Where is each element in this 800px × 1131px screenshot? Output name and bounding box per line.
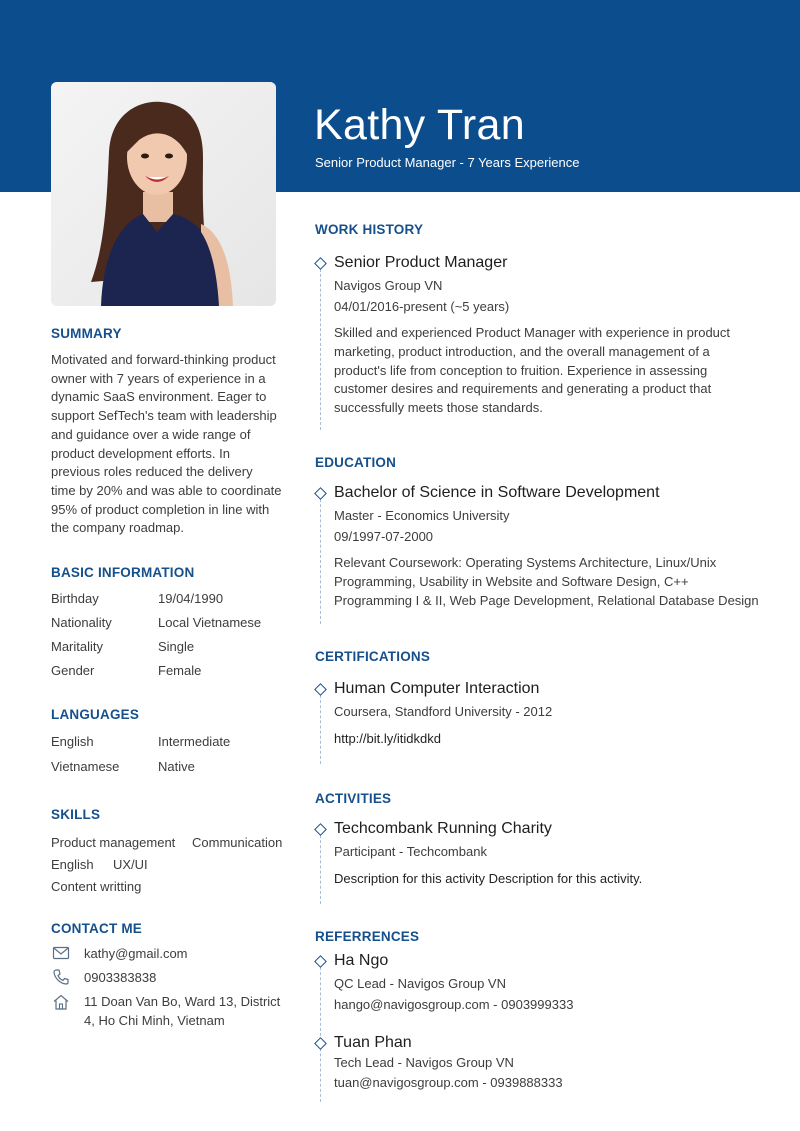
maritality-label: Maritality [51, 639, 104, 654]
cert-link[interactable]: http://bit.ly/itidkdkd [334, 731, 441, 746]
work-timeline-line [320, 264, 321, 430]
cert-timeline-line [320, 690, 321, 764]
activity-role: Participant - Techcombank [334, 844, 487, 859]
reference-position: Tech Lead - Navigos Group VN [334, 1055, 514, 1070]
contact-phone[interactable]: 0903383838 [84, 970, 157, 985]
references-timeline-line [320, 962, 321, 1102]
language-vietnamese-label: Vietnamese [51, 759, 120, 774]
nationality-label: Nationality [51, 615, 112, 630]
skill-item: Product management [51, 835, 176, 850]
mail-icon [52, 944, 70, 962]
timeline-marker [314, 487, 327, 500]
timeline-marker [314, 257, 327, 270]
education-title: EDUCATION [315, 455, 397, 470]
contact-title: CONTACT ME [51, 921, 142, 936]
basic-info-title: BASIC INFORMATION [51, 565, 195, 580]
gender-label: Gender [51, 663, 95, 678]
education-degree: Bachelor of Science in Software Development [334, 484, 660, 501]
skills-title: SKILLS [51, 807, 101, 822]
timeline-marker [314, 823, 327, 836]
education-timeline-line [320, 494, 321, 624]
summary-text: Motivated and forward-thinking product owner with 7 years of experience in a dynamic SaaS environment. Eager to support SefTech's team with leadership and guidance over a wide range of product development efforts. In previous roles reduced the delivery time by 20% and was able to coordinate 95% of product completion in line with the company roadmap. [51, 352, 282, 536]
skill-item: English [51, 857, 94, 872]
work-period: 04/01/2016-present (~5 years) [334, 299, 510, 314]
activities-title: ACTIVITIES [315, 791, 392, 806]
birthday-label: Birthday [51, 591, 99, 606]
reference-name: Tuan Phan [334, 1034, 412, 1051]
work-company: Navigos Group VN [334, 278, 443, 293]
reference-contact: hango@navigosgroup.com - 0903999333 [334, 997, 574, 1012]
summary-title: SUMMARY [51, 326, 122, 341]
timeline-marker [314, 683, 327, 696]
activities-timeline-line [320, 830, 321, 904]
work-history-title: WORK HISTORY [315, 222, 424, 237]
contact-email[interactable]: kathy@gmail.com [84, 946, 188, 961]
language-english-level: Intermediate [158, 734, 231, 749]
nationality-value: Local Vietnamese [158, 615, 262, 630]
cert-issuer: Coursera, Standford University - 2012 [334, 704, 553, 719]
profile-photo [51, 82, 276, 306]
education-school: Master - Economics University [334, 508, 510, 523]
certifications-title: CERTIFICATIONS [315, 649, 431, 664]
education-description: Relevant Coursework: Operating Systems Architecture, Linux/Unix Programming, Usability in Website and Software Design, C++ Programming I & II, Web Page Development, Relational Database Design [334, 555, 759, 608]
skill-item: Communication [192, 835, 283, 850]
references-title: REFERRENCES [315, 929, 420, 944]
candidate-name: Kathy Tran [314, 101, 525, 149]
candidate-subtitle: Senior Product Manager - 7 Years Experience [315, 155, 580, 170]
reference-position: QC Lead - Navigos Group VN [334, 976, 506, 991]
reference-contact: tuan@navigosgroup.com - 0939888333 [334, 1075, 563, 1090]
language-vietnamese-level: Native [158, 759, 195, 774]
gender-value: Female [158, 663, 202, 678]
languages-title: LANGUAGES [51, 707, 140, 722]
work-role: Senior Product Manager [334, 254, 508, 271]
home-icon [52, 993, 70, 1011]
timeline-marker [314, 955, 327, 968]
education-period: 09/1997-07-2000 [334, 529, 434, 544]
language-english-label: English [51, 734, 94, 749]
birthday-value: 19/04/1990 [158, 591, 224, 606]
reference-name: Ha Ngo [334, 952, 389, 969]
contact-address: 11 Doan Van Bo, Ward 13, District 4, Ho Chi Minh, Vietnam [84, 994, 281, 1028]
timeline-marker [314, 1037, 327, 1050]
work-description: Skilled and experienced Product Manager with experience in product marketing, product introduction, and the overall management of a product's life from conception to fruition. Experience in assessing customer desires and requirements and generating a product that successfully meets those standards. [334, 325, 731, 416]
activity-name: Techcombank Running Charity [334, 820, 552, 837]
maritality-value: Single [158, 639, 195, 654]
skill-item: UX/UI [113, 857, 148, 872]
phone-icon [52, 968, 70, 986]
cert-name: Human Computer Interaction [334, 680, 540, 697]
skill-item: Content writting [51, 879, 142, 894]
activity-description: Description for this activity Description for this activity. [334, 871, 643, 886]
